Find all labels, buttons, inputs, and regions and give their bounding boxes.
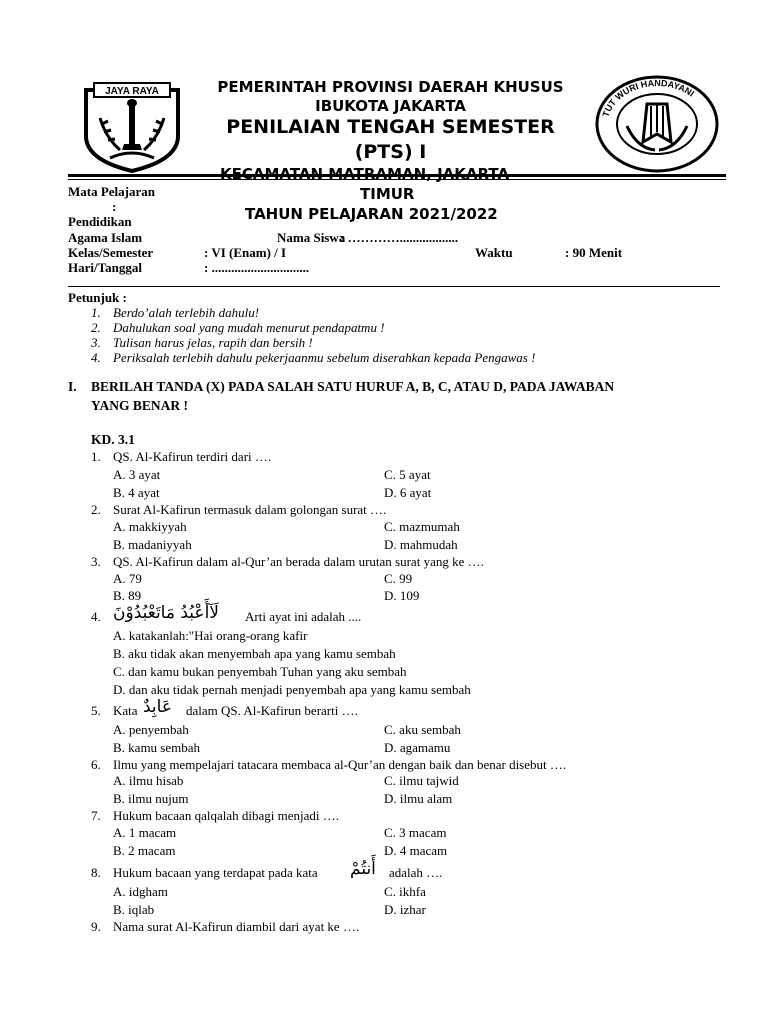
option-c[interactable]: C. ikhfa (384, 884, 426, 899)
time-label: Waktu (475, 245, 513, 260)
instruction-item: Dahulukan soal yang mudah menurut pendapatmu ! (113, 320, 385, 335)
option-a[interactable]: A. ilmu hisab (113, 773, 184, 788)
header-line-city: IBUKOTA JAKARTA (315, 97, 466, 115)
subject-label-3: Agama Islam (68, 230, 143, 245)
date-field[interactable]: : .............................. (204, 260, 310, 275)
section-number: I. (68, 379, 77, 394)
time-value: : 90 Menit (565, 245, 623, 260)
info-divider (68, 286, 720, 287)
question-text: QS. Al-Kafirun terdiri dari …. (113, 449, 272, 464)
option-d[interactable]: D. izhar (384, 902, 426, 917)
option-c[interactable]: C. ilmu tajwid (384, 773, 459, 788)
option-d[interactable]: D. dan aku tidak pernah menjadi penyembah apa yang kamu sembah (113, 682, 471, 697)
name-label: Nama Siswa (277, 230, 346, 245)
question-number: 6. (91, 757, 101, 772)
question-text: Nama surat Al-Kafirun diambil dari ayat ke …. (113, 919, 360, 934)
arabic-verse: لَآأَعْبُدُ مَاتَعْبُدُوْنَ (113, 603, 219, 623)
question-number: 9. (91, 919, 101, 934)
option-a[interactable]: A. penyembah (113, 722, 189, 737)
option-a[interactable]: A. katakanlah:"Hai orang-orang kafir (113, 628, 308, 643)
question-text: dalam QS. Al-Kafirun berarti …. (186, 703, 358, 718)
question-number: 4. (91, 609, 101, 624)
name-field[interactable]: : ………….................. (340, 230, 459, 245)
question-text: QS. Al-Kafirun dalam al-Qur’an berada dalam urutan surat yang ke …. (113, 554, 484, 569)
header-line-district: KECAMATAN MATRAMAN, JAKARTA (220, 165, 510, 183)
option-b[interactable]: B. ilmu nujum (113, 791, 189, 806)
question-number: 8. (91, 865, 101, 880)
header-line-year: TAHUN PELAJARAN 2021/2022 (245, 205, 498, 223)
option-c[interactable]: C. 5 ayat (384, 467, 431, 482)
option-a[interactable]: A. 1 macam (113, 825, 177, 840)
subject-label: Mata Pelajaran (68, 184, 156, 199)
header-line-province: PEMERINTAH PROVINSI DAERAH KHUSUS (217, 78, 564, 96)
date-label: Hari/Tanggal (68, 260, 142, 275)
option-b[interactable]: B. kamu sembah (113, 740, 201, 755)
instruction-number: 2. (91, 320, 101, 335)
option-b[interactable]: B. aku tidak akan menyembah apa yang kamu sembah (113, 646, 396, 661)
option-d[interactable]: D. 109 (384, 588, 420, 603)
arabic-word: أَنتُمْ (350, 859, 376, 879)
option-a[interactable]: A. 3 ayat (113, 467, 161, 482)
question-number: 5. (91, 703, 101, 718)
option-a[interactable]: A. 79 (113, 571, 142, 586)
instruction-number: 1. (91, 305, 101, 320)
instruction-item: Periksalah terlebih dahulu pekerjaanmu sebelum diserahkan kepada Pengawas ! (113, 350, 536, 365)
option-d[interactable]: D. mahmudah (384, 537, 458, 552)
option-d[interactable]: D. 4 macam (384, 843, 448, 858)
question-text: Surat Al-Kafirun termasuk dalam golongan surat …. (113, 502, 387, 517)
option-c[interactable]: C. 3 macam (384, 825, 447, 840)
jakarta-emblem-logo (80, 78, 184, 173)
option-b[interactable]: B. 89 (113, 588, 142, 603)
question-text: Hukum bacaan yang terdapat pada kata (113, 865, 318, 880)
section-title-2: YANG BENAR ! (91, 398, 189, 413)
section-title: BERILAH TANDA (X) PADA SALAH SATU HURUF A, B, C, ATAU D, PADA JAWABAN (91, 379, 615, 394)
question-number: 7. (91, 808, 101, 823)
instruction-item: Berdo’alah terlebih dahulu! (113, 305, 260, 320)
header-line-pts: (PTS) I (354, 141, 427, 163)
question-number: 2. (91, 502, 101, 517)
option-c[interactable]: C. 99 (384, 571, 413, 586)
document-header (68, 74, 720, 174)
instruction-number: 3. (91, 335, 101, 350)
question-text-suffix: adalah …. (389, 865, 443, 880)
tut-wuri-handayani-logo (593, 74, 721, 174)
option-c[interactable]: C. dan kamu bukan penyembah Tuhan yang aku sembah (113, 664, 407, 679)
question-text: Arti ayat ini adalah .... (245, 609, 362, 624)
question-text-prefix: Kata (113, 703, 138, 718)
option-c[interactable]: C. aku sembah (384, 722, 461, 737)
class-label: Kelas/Semester (68, 245, 154, 260)
question-text: Hukum bacaan qalqalah dibagi menjadi …. (113, 808, 339, 823)
option-a[interactable]: A. idgham (113, 884, 168, 899)
question-number: 3. (91, 554, 101, 569)
option-d[interactable]: D. 6 ayat (384, 485, 432, 500)
arabic-word: عَابِدٌ (143, 697, 172, 717)
instruction-number: 4. (91, 350, 101, 365)
instructions-title: Petunjuk : (68, 290, 127, 305)
option-b[interactable]: B. iqlab (113, 902, 155, 917)
question-number: 1. (91, 449, 101, 464)
instruction-item: Tulisan harus jelas, rapih dan bersih ! (113, 335, 313, 350)
option-d[interactable]: D. agamamu (384, 740, 451, 755)
subject-label-2: Pendidikan (68, 214, 132, 229)
option-c[interactable]: C. mazmumah (384, 519, 460, 534)
class-value: : VI (Enam) / I (204, 245, 287, 260)
question-text: Ilmu yang mempelajari tatacara membaca al-Qur’an dengan baik dan benar disebut …. (113, 757, 567, 772)
header-line-exam: PENILAIAN TENGAH SEMESTER (226, 116, 555, 138)
logo-right-text: TUT WURI HANDAYANI (600, 77, 697, 119)
logo-left-text: JAYA RAYA (105, 86, 159, 97)
subject-colon: : (112, 199, 117, 214)
option-a[interactable]: A. makkiyyah (113, 519, 187, 534)
option-b[interactable]: B. 2 macam (113, 843, 176, 858)
kd-label: KD. 3.1 (91, 432, 135, 447)
option-d[interactable]: D. ilmu alam (384, 791, 453, 806)
option-b[interactable]: B. 4 ayat (113, 485, 160, 500)
option-b[interactable]: B. madaniyyah (113, 537, 192, 552)
header-line-district-2: TIMUR (360, 185, 415, 203)
